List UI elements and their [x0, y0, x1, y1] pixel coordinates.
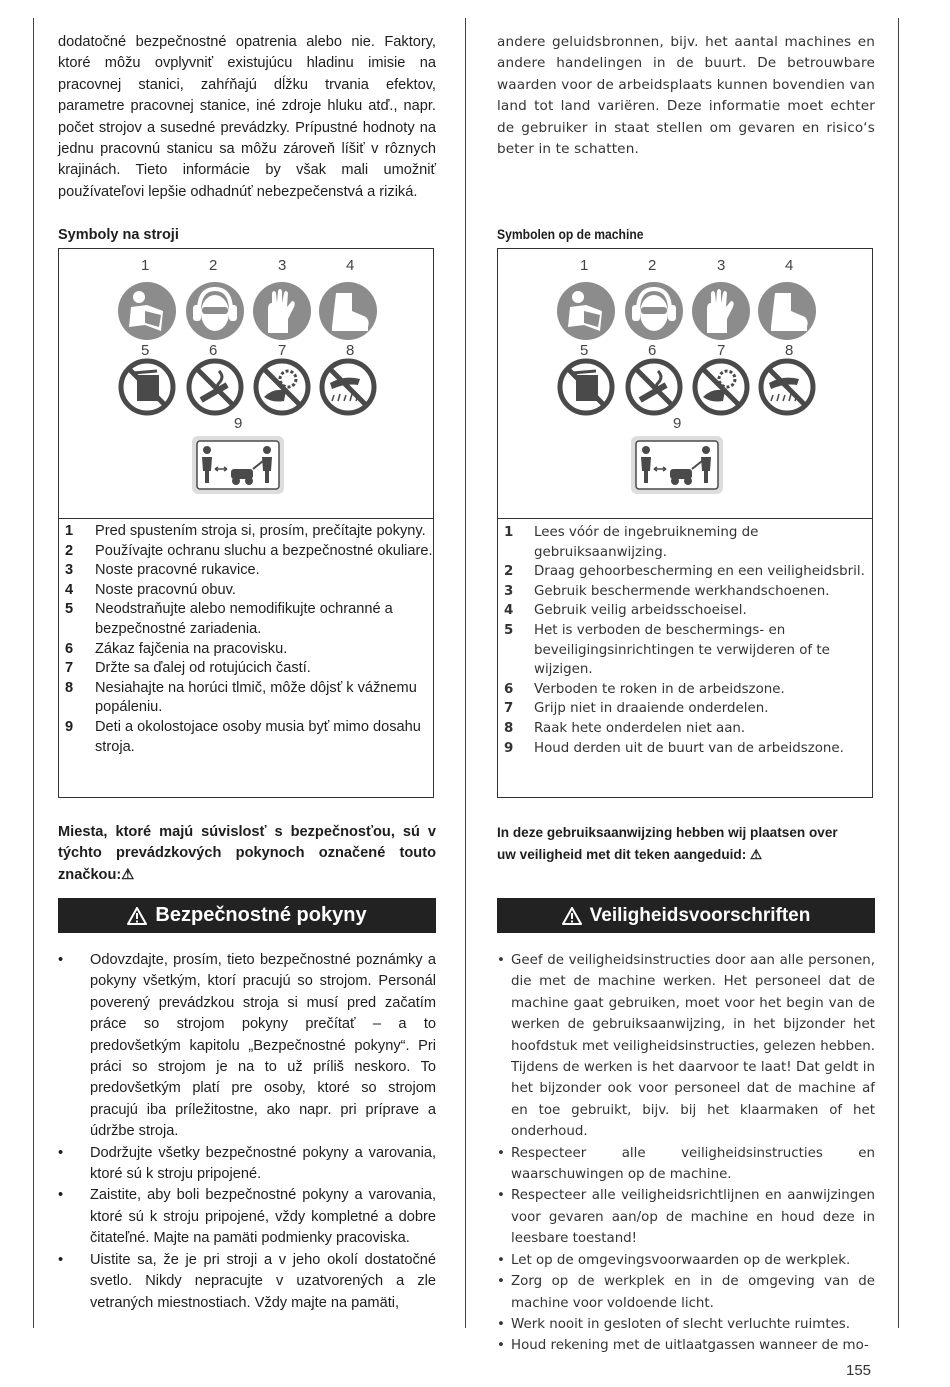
list-item-number: 9	[65, 718, 74, 735]
list-item	[504, 601, 874, 621]
list-item-number: 2	[65, 542, 74, 559]
list-item	[504, 582, 874, 602]
symbol-number: 7	[717, 342, 726, 359]
list-item-text: Lees vóór de ingebruikneming de gebruiksaanwijzing.	[534, 525, 759, 560]
bullet-item	[497, 1314, 875, 1335]
list-item	[65, 640, 435, 660]
bullet-item	[497, 1271, 875, 1314]
list-item	[65, 679, 435, 718]
list-item	[504, 699, 874, 719]
list-item	[65, 561, 435, 581]
list-item-number: 4	[65, 581, 74, 598]
list-item-number: 7	[504, 701, 514, 717]
list-item-text: Pred spustením stroja si, prosím, prečítajte pokyny.	[95, 523, 426, 539]
keep-distance-icon	[191, 435, 285, 495]
bullet-item	[58, 950, 436, 1143]
list-item-number: 6	[65, 640, 74, 657]
sk-intro-text: dodatočné bezpečnostné opatrenia alebo nie. Faktory, ktoré môžu ovplyvniť existujúcu hladinu imisie na pracovnej stanici, zahŕňajú dĺžku trvania efektov, parametre pracovnej stanice, iné zdroje hluku atď., napr. počet strojov a susedné prevádzky. Prípustné hodnoty na jednu pracovnú stanicu sa môžu zároveň líšiť v rôznych krajinách. Tieto informácie by však mali umožniť používateľovi lepšie odhadnúť nebezpečenstvá a riziká.	[58, 34, 436, 200]
sk-safety-note: Miesta, ktoré majú súvislosť s bezpečnosťou, sú v týchto prevádzkových pokynoch označené touto značkou:⚠	[58, 824, 436, 883]
list-item-text: Houd derden uit de buurt van de arbeidszone.	[534, 740, 844, 756]
nl-symbol-list	[498, 521, 874, 758]
ear-eye-protection-icon	[185, 281, 245, 341]
symbol-number: 2	[648, 257, 657, 274]
bullet-item	[497, 1250, 875, 1271]
left-margin-line	[33, 18, 34, 1328]
bullet-item	[497, 1143, 875, 1186]
list-item-text: Raak hete onderdelen niet aan.	[534, 720, 746, 736]
list-item	[504, 562, 874, 582]
symbol-number: 6	[648, 342, 657, 359]
list-item-number: 2	[504, 564, 514, 580]
nl-safety-note	[497, 822, 875, 866]
symbol-number: 3	[278, 257, 287, 274]
read-manual-icon	[556, 281, 616, 341]
list-item-number: 8	[65, 679, 74, 696]
bullet-dot: •	[497, 953, 505, 968]
list-item-text: Het is verboden de beschermings- en beveiligingsinrichtingen te verwijderen of te wijzigen.	[534, 622, 830, 678]
center-divider-line	[465, 18, 466, 1328]
read-manual-icon	[117, 281, 177, 341]
no-remove-guard-icon	[117, 357, 177, 417]
list-item-number: 5	[504, 622, 514, 638]
bullet-text: Werk nooit in gesloten of slecht verluchte ruimtes.	[511, 1316, 851, 1332]
bullet-item	[497, 1335, 875, 1356]
list-item-number: 8	[504, 720, 514, 736]
bullet-dot: •	[58, 1251, 64, 1268]
symbol-number: 8	[785, 342, 794, 359]
list-item-text: Držte sa ďalej od rotujúcich častí.	[95, 660, 311, 677]
list-item-text: Neodstraňujte alebo nemodifikujte ochranné a bezpečnostné zariadenia.	[95, 601, 393, 637]
no-rotating-parts-icon	[252, 357, 312, 417]
list-item-text: Verboden te roken in de arbeidszone.	[534, 681, 785, 697]
symbol-number: 6	[209, 342, 218, 359]
list-item	[504, 621, 874, 680]
bullet-text: Zaistite, aby boli bezpečnostné pokyny a varovania, ktoré sú k stroju pripojené, vždy kompletné a dobre čitateľné. Majte na pamäti podmienky pracoviska.	[90, 1187, 436, 1247]
list-item-number: 1	[504, 525, 514, 540]
bullet-dot: •	[58, 952, 64, 968]
sk-symbol-box	[58, 248, 434, 798]
list-item-number: 7	[65, 660, 74, 677]
symbol-number: 7	[278, 342, 287, 359]
list-item	[65, 718, 435, 757]
list-item-text: Zákaz fajčenia na pracovisku.	[95, 640, 288, 657]
list-item-text: Gebruik veilig arbeidsschoeisel.	[534, 603, 747, 619]
list-item-number: 1	[65, 523, 74, 539]
nl-symbols-heading: Symbolen op de machine	[497, 227, 644, 242]
nl-symbol-grid	[498, 249, 872, 519]
list-item-number: 9	[504, 740, 514, 756]
list-item-text: Gebruik beschermende werkhandschoenen.	[534, 583, 830, 599]
sk-safety-bullets	[58, 950, 436, 1314]
bullet-dot: •	[58, 1187, 64, 1204]
bullet-dot: •	[58, 1144, 64, 1161]
list-item-text: Noste pracovné rukavice.	[95, 562, 260, 579]
bullet-text: Let op de omgevingsvoorwaarden op de werkplek.	[511, 1252, 851, 1268]
symbol-number: 9	[234, 415, 243, 432]
bullet-dot: •	[497, 1274, 505, 1290]
bullet-text: Uistite sa, že je pri stroji a v jeho okolí dostatočné svetlo. Nikdy nepracujte v uzatvorených a zle vetraných miestnostiach. Vždy majte na pamäti,	[90, 1251, 436, 1311]
warning-icon	[127, 907, 147, 925]
nl-note-line-2: uw veiligheid met dit teken aangeduid: ⚠	[497, 847, 763, 862]
no-smoking-icon	[624, 357, 684, 417]
list-item	[65, 600, 435, 639]
symbol-number: 5	[141, 342, 150, 359]
list-item-number: 3	[65, 562, 74, 579]
no-hot-surface-icon	[318, 357, 378, 417]
bullet-text: Houd rekening met de uitlaatgassen wanneer de mo-	[511, 1338, 869, 1354]
bullet-text: Odovzdajte, prosím, tieto bezpečnostné poznámky a pokyny všetkým, ktorí pracujú so strojom. Personál poverený prevádzkou stroja si musí pred začatím práce so strojom pokyny prečítať – a to predovšetkým kapitolu „Bezpečnostné pokyny“. Pri práci so strojom je na to už príliš neskoro. To predovšetkým platí pre osoby, ktoré so strojom pracujú iba príležitostne, ako napr. pri príprave a údržbe stroja.	[90, 952, 436, 1140]
symbol-number: 9	[673, 415, 682, 432]
list-item	[65, 542, 435, 562]
no-rotating-parts-icon	[691, 357, 751, 417]
bullet-text: Geef de veiligheidsinstructies door aan alle personen, die met de machine werken. Het personeel dat de machine gaat gebruiken, moet voor het begin van de werken de gebruiksaanwijzing, in het bijzonder het hoofdstuk met veiligheidsinstructies, gelezen hebben. Tijdens de werken is het daarvoor te laat! Dat geldt in het bijzonder ook voor personeel dat de machine af en toe gebruikt, bijv. bij het klaarmaken of het onderhoud.	[511, 953, 875, 1140]
list-item	[504, 680, 874, 700]
sk-section-title: Bezpečnostné pokyny	[155, 904, 367, 926]
nl-section-title: Veiligheidsvoorschriften	[589, 904, 811, 926]
bullet-dot: •	[497, 1338, 505, 1354]
no-remove-guard-icon	[556, 357, 616, 417]
bullet-text: Respecteer alle veiligheidsinstructies en waarschuwingen op de machine.	[511, 1145, 875, 1183]
nl-symbol-box	[497, 248, 873, 798]
list-item	[504, 719, 874, 739]
list-item-text: Deti a okolostojace osoby musia byť mimo dosahu stroja.	[95, 718, 421, 755]
list-item-text: Grijp niet in draaiende onderdelen.	[534, 701, 769, 717]
bullet-dot: •	[497, 1316, 505, 1332]
bullet-text: Respecteer alle veiligheidsrichtlijnen en aanwijzingen voor gevaren aan/op de machine en houd deze in leesbare toestand!	[511, 1188, 875, 1247]
sk-section-title-bar	[58, 898, 436, 933]
list-item-number: 3	[504, 583, 514, 599]
bullet-item	[497, 1185, 875, 1249]
symbol-number: 4	[346, 257, 355, 274]
nl-intro	[497, 32, 875, 160]
list-item	[65, 659, 435, 679]
boot-icon	[757, 281, 817, 341]
list-item-number: 6	[504, 681, 514, 697]
sk-intro	[58, 32, 436, 203]
nl-section-title-bar	[497, 898, 875, 933]
no-hot-surface-icon	[757, 357, 817, 417]
list-item-text: Noste pracovnú obuv.	[95, 581, 236, 598]
list-item-text: Používajte ochranu sluchu a bezpečnostné okuliare.	[95, 542, 433, 559]
bullet-item	[58, 1250, 436, 1314]
nl-note-line-1: In deze gebruiksaanwijzing hebben wij plaatsen over	[497, 825, 838, 840]
gloves-icon	[691, 281, 751, 341]
symbol-number: 3	[717, 257, 726, 274]
ear-eye-protection-icon	[624, 281, 684, 341]
list-item-number: 4	[504, 603, 514, 619]
symbol-number: 5	[580, 342, 589, 359]
list-item-number: 5	[65, 601, 74, 618]
list-item	[65, 522, 435, 542]
bullet-item	[58, 1143, 436, 1186]
symbol-number: 2	[209, 257, 218, 274]
sk-symbols-heading: Symboly na stroji	[58, 227, 179, 243]
bullet-text: Dodržujte všetky bezpečnostné pokyny a varovania, ktoré sú k stroju pripojené.	[90, 1144, 436, 1183]
keep-distance-icon	[630, 435, 724, 495]
symbol-number: 4	[785, 257, 794, 274]
symbol-number: 1	[580, 257, 589, 274]
sk-symbol-grid	[59, 249, 433, 519]
bullet-dot: •	[497, 1252, 505, 1268]
bullet-dot: •	[497, 1188, 505, 1204]
list-item	[504, 523, 874, 562]
nl-safety-bullets	[497, 950, 875, 1357]
gloves-icon	[252, 281, 312, 341]
bullet-dot: •	[497, 1145, 505, 1161]
right-margin-line	[898, 18, 899, 1328]
symbol-number: 8	[346, 342, 355, 359]
list-item	[504, 739, 874, 759]
list-item-text: Draag gehoorbescherming en een veiligheidsbril.	[534, 564, 865, 580]
list-item	[65, 581, 435, 601]
symbol-number: 1	[141, 257, 150, 274]
no-smoking-icon	[185, 357, 245, 417]
sk-symbol-list	[59, 520, 435, 757]
page-number: 155	[846, 1362, 872, 1379]
boot-icon	[318, 281, 378, 341]
bullet-text: Zorg op de werkplek en in de omgeving van de machine voor voldoende licht.	[511, 1274, 875, 1311]
list-item-text: Nesiahajte na horúci tlmič, môže dôjsť k vážnemu popáleniu.	[95, 679, 417, 716]
bullet-item	[497, 950, 875, 1143]
bullet-item	[58, 1185, 436, 1249]
warning-icon	[562, 907, 582, 925]
nl-intro-text: andere geluidsbronnen, bijv. het aantal machines en andere handelingen in de buurt. De betrouwbare waarden voor de arbeidsplaats kunnen bovendien van land tot land variëren. Deze informatie moet echter de gebruiker in staat stellen om gevaren en risico‘s beter in te schatten.	[497, 34, 875, 158]
